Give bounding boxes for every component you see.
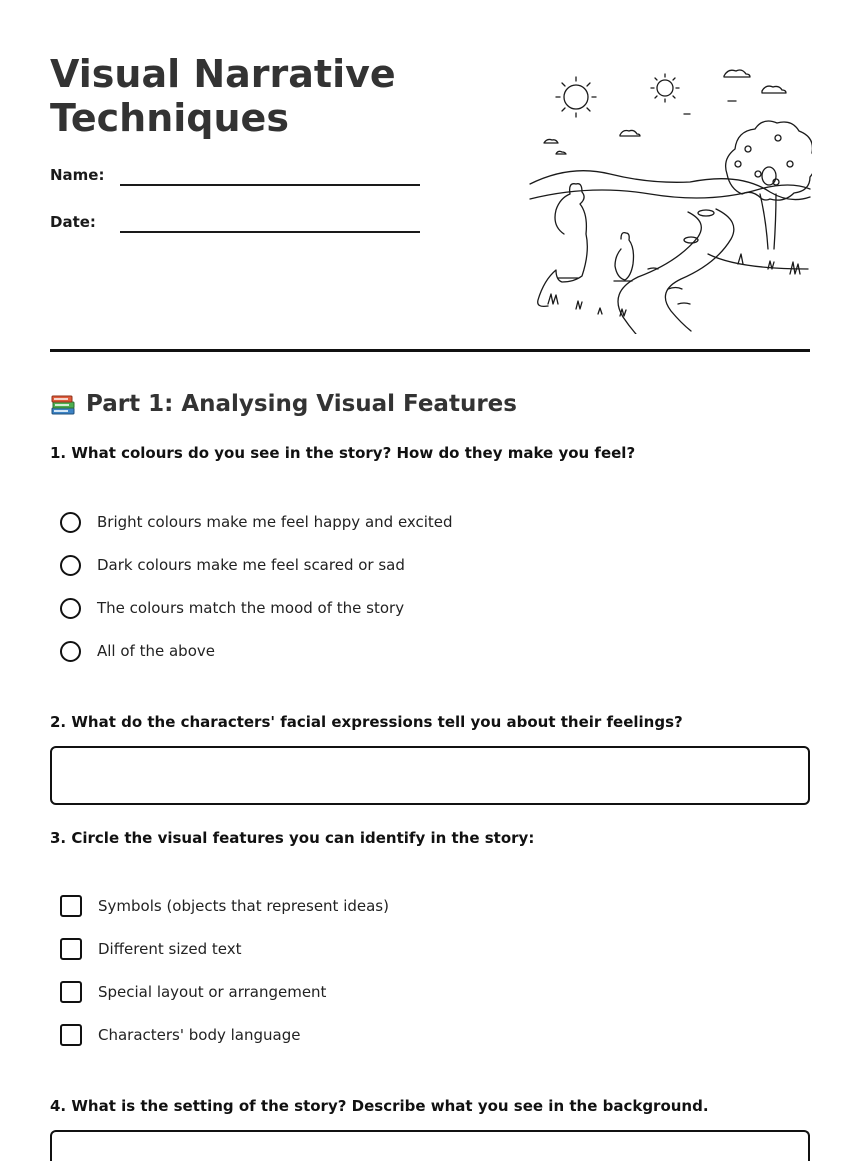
sun-icon — [556, 77, 596, 117]
radio-button[interactable] — [60, 641, 81, 662]
name-input-line[interactable] — [120, 184, 420, 186]
q1-option-1-label: Bright colours make me feel happy and excited — [97, 513, 453, 531]
q1-option-4-label: All of the above — [97, 642, 215, 660]
question-1: 1. What colours do you see in the story? How do they make you feel? — [50, 444, 636, 462]
part1-heading-text: Part 1: Analysing Visual Features — [86, 391, 517, 417]
header-divider — [50, 349, 810, 352]
q3-option-2[interactable] — [60, 936, 241, 962]
tree-icon — [726, 121, 812, 249]
kangaroo-icon — [538, 184, 588, 307]
date-label: Date: — [50, 213, 96, 231]
question-4: 4. What is the setting of the story? Describe what you see in the background. — [50, 1097, 709, 1115]
name-field — [50, 166, 430, 196]
question-3: 3. Circle the visual features you can identify in the story: — [50, 829, 535, 847]
q1-option-4[interactable] — [60, 638, 215, 664]
checkbox[interactable] — [60, 895, 82, 917]
checkbox[interactable] — [60, 938, 82, 960]
name-label: Name: — [50, 166, 105, 184]
checkbox[interactable] — [60, 1024, 82, 1046]
q3-option-4-label: Characters' body language — [98, 1026, 301, 1044]
q1-option-1[interactable] — [60, 509, 453, 535]
title-line-1: Visual Narrative — [50, 52, 396, 96]
q3-option-2-label: Different sized text — [98, 940, 242, 958]
radio-button[interactable] — [60, 555, 81, 576]
river-right-bank — [665, 209, 733, 331]
q3-option-3[interactable] — [60, 979, 326, 1005]
q3-option-4[interactable] — [60, 1022, 300, 1048]
q3-option-3-label: Special layout or arrangement — [98, 983, 327, 1001]
small-kangaroo-icon — [614, 233, 634, 281]
date-field — [50, 213, 430, 243]
worksheet-page — [50, 0, 810, 1161]
far-hill-line — [530, 185, 810, 199]
q1-option-3-label: The colours match the mood of the story — [97, 599, 405, 617]
radio-button[interactable] — [60, 512, 81, 533]
title-line-2: Techniques — [50, 96, 289, 140]
q4-answer-box[interactable] — [50, 1130, 810, 1161]
q1-option-3[interactable] — [60, 595, 404, 621]
worksheet-title — [50, 52, 490, 140]
q1-option-2[interactable] — [60, 552, 405, 578]
q3-option-1-label: Symbols (objects that represent ideas) — [98, 897, 389, 915]
checkbox[interactable] — [60, 981, 82, 1003]
ripple-lines — [648, 268, 690, 304]
radio-button[interactable] — [60, 598, 81, 619]
date-input-line[interactable] — [120, 231, 420, 233]
books-icon — [50, 391, 76, 417]
grass-icon — [548, 294, 626, 316]
q2-answer-box[interactable] — [50, 746, 810, 805]
q3-option-1[interactable] — [60, 893, 389, 919]
cloud-icon — [544, 70, 786, 154]
landscape-illustration — [528, 64, 812, 334]
grass-icon — [738, 254, 800, 274]
koala-icon — [762, 167, 776, 185]
part1-heading — [50, 388, 517, 420]
q1-option-2-label: Dark colours make me feel scared or sad — [97, 556, 405, 574]
rock-icon — [698, 210, 714, 216]
question-2: 2. What do the characters' facial expressions tell you about their feelings? — [50, 713, 683, 731]
small-sun-icon — [651, 74, 679, 102]
